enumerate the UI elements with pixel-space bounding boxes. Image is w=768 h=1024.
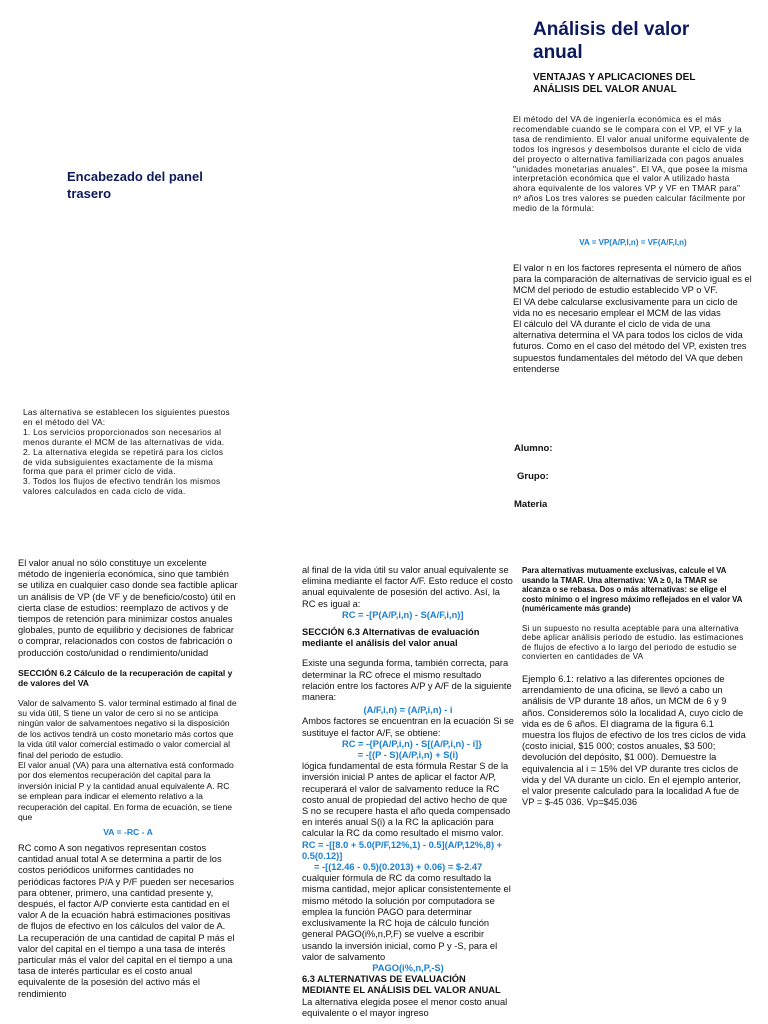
col2-pago: cualquier fórmula de RC da como resultado la misma cantidad, mejor aplicar consistentemente el mismo método la solución por computadora se emplea la función PAGO para determinar exclusivamente la RC hoja de cálculo función general PAGO(i%,n,P,F) se vuelve a escribir usando la inversión inicial, como P y -S, para el valor de salvamento xyxy=(302,873,511,962)
col1-rc: RC como A son negativos representan costos cantidad anual total A se determina a partir de los costos periódicos uniformes cantidades no periódicas factores P/A y P/F pueden ser necesarios para obtener, primero, una cantidad presente y, después, el factor A/P convierte esta cantidad en el valor A de la ecuación habrá estimaciones positivas de flujos de efectivo en los cálculos del valor de A. La recuperación de una cantidad de capital P más el valor del capital en el tiempo a una tasa de interés particular más el valor del capital en el tiempo a una tasa de interés particular es el costo anual equivalente de la posesión del activo más el rendimiento xyxy=(18,842,235,999)
formula-rc-4: RC = -[[8.0 + 5.0(P/F,12%,1) - 0.5](A/P,12%,8) + 0.5(0.12)] xyxy=(302,839,503,861)
col1-salvage: Valor de salvamento S. valor terminal estimado al final de su vida útil, S tiene un valor de cero si no se anticipa ningún valor de salvamentoes negativo si la disposición de los activos tendrá un costo monetario más cortos que la vida útil valor comercial estimado o valor comercial al final del periodo de estudio. El valor anual (VA) para una alternativa está conformado por dos elementos recuperación del capital para la inversión inicial P y la cantidad anual equivalente A. RC se emplean para indicar el elemento relativo a la recuperación del capital. En forma de ecuación, se tiene que xyxy=(18,697,237,823)
col3-highlight: Para alternativas mutuamente exclusivas, calcule el VA usando la TMAR. Una alternativa: VA ≥ 0, la TMAR se alcanza o se rebasa. Dos o más alternativas: se elige el costo mínimo o el ingreso máximo reflejados en el valor VA (numéricamente más grande) xyxy=(522,566,743,614)
formula-rc-2: RC = -{P(A/P,i,n) - S[(A/P,i,n) - i]} xyxy=(342,738,482,749)
col3-example: Ejemplo 6.1: relativo a las diferentes opciones de arrendamiento de una oficina, se llevó a cabo un análisis de VP durante 18 años, un MCM de 6 y 9 años. Consideremos sólo la localidad A, cuyo ciclo de vida es de 6 años. El diagrama de la figura 6.1 muestra los flujos de efectivo de los tres ciclos de vida (costo inicial, $15 000; costos anuales, $3 500; devolución del depósito, $1 000). Demuestre la equivalencia al i = 15% del VP durante tres ciclos de vida y del VA durante un ciclo. En el ejemplo anterior, el valor presente calculado para la localidad A fue de VP = $-45 036. Vp=$45.036 xyxy=(522,673,746,808)
col2-intro: al final de la vida útil su valor anual equivalente se elimina mediante el factor A/F. Esto reduce el costo anual equivalente de posesión del activo. Así, la RC es igual a: xyxy=(302,565,513,609)
col1-intro: El valor anual no sólo constituye un excelente método de ingeniería económica, sino que también se utiliza en cualquier caso donde sea factible aplicar un análisis de VP (de VF y de beneficio/costo) útil en cierta clase de estudios: reemplazo de activos y de tiempos de retención para minimizar costos anuales globales, punto de equilibrio y decisiones de fabricar o comprar, relacionados con costos de fabricación o producción costo/unidad o rendimiento/unidad xyxy=(18,558,238,658)
formula-rc-1: RC = -[P(A/P,i,n) - S(A/F,i,n)] xyxy=(342,609,464,620)
intro-paragraph: El método del VA de ingeniería económica es el más recomendable cuando se le compara con el VP, el VF y la tasa de rendimiento. El valor anual uniforme equivalente de todos los ingresos y desembolsos durante el ciclo de vida del proyecto o alternativa familiarizada con pagos anuales "unidades monetarias anuales". El VA, que posee la misma interpretación económica que el valor A utilizado hasta ahora equivalente de los valores VP y VF en TMAR para" nº años Los tres valores se pueden calcular fácilmente por medio de la fórmula: xyxy=(513,114,750,214)
formula-rc-a: VA = -RC - A xyxy=(103,826,153,837)
formula-af: (A/F,i,n) = (A/P,i,n) - i xyxy=(363,705,453,716)
page-title: Análisis del valor anual xyxy=(533,19,690,63)
section-6-3-heading: SECCIÓN 6.3 Alternativas de evaluación mediante el análisis del valor anual xyxy=(302,627,480,649)
materia-label: Materia xyxy=(514,499,548,510)
col2-logic: lógica fundamental de esta fórmula Restar S de la inversión inicial P antes de aplicar el factor A/P, recuperará el valor de salvamento reduce la RC costo anual de propiedad del activo hecho de que S no se recupere hasta el año queda compensado en interés anual S(i) a la RC la aplicación para calcular la RC da como resultado el mismo valor. xyxy=(302,761,511,839)
formula-pago: PAGO(i%,n,P,-S) xyxy=(372,962,444,973)
col2-chosen: La alternativa elegida posee el menor costo anual equivalente o el mayor ingreso xyxy=(302,996,508,1018)
alumno-label: Alumno: xyxy=(514,443,553,454)
col2-second-form: Existe una segunda forma, también correcta, para determinar la RC ofrece el mismo resultado relación entre los factores A/P y A/F de la siguiente manera: xyxy=(302,658,512,703)
column-3 xyxy=(522,566,747,808)
col2-substitute: Ambos factores se encuentran en la ecuación Si se sustituye el factor A/F, se obtiene: xyxy=(302,716,514,738)
formula-va: VA = VP(A/P,I,n) = VF(A/F,I,n) xyxy=(579,238,687,247)
n-paragraph-1: El valor n en los factores representa el número de años para la comparación de alternativas de servicio igual es el MCM del periodo de estudio establecido VP o VF. xyxy=(513,263,752,296)
n-paragraph-2: El VA debe calcularse exclusivamente para un ciclo de vida no es necesario emplear el MCM de las vidas xyxy=(513,296,738,318)
section-6-3b-heading: 6.3 ALTERNATIVAS DE EVALUACIÓN MEDIANTE EL ANÁLISIS DEL VALOR ANUAL xyxy=(302,974,501,996)
formula-rc-5: = -[(12.46 - 0.5)(0.2013) + 0.06) = $-2.47 xyxy=(314,862,483,873)
formula-rc-3: = -[(P - S)(A/P,i,n) + S(i) xyxy=(357,750,459,761)
column-2 xyxy=(302,565,514,1019)
alternatives-text: Las alternativa se establecen los siguientes puestos en el método del VA: 1. Los servicios proporcionados son necesarios al menos durante el MCM de las alternativas de vida. 2. La alternativa elegida se repetirá para los ciclos de vida subsiguientes exactamente de la misma forma que para el primer ciclo de vida. 3. Todos los flujos de efectivo tendrán los mismos valores calculados en cada ciclo de vida. xyxy=(23,407,231,497)
col3-assumption: Si un supuesto no resulta aceptable para una alternativa debe aplicar análisis periodo de estudio. las estimaciones de flujos de efectivo a lo largo del periodo de estudio se convierten en cantidades de VA xyxy=(522,623,744,662)
n-paragraph-3: El cálculo del VA durante el ciclo de vida de una alternativa determina el VA para todos los ciclos de vida futuros. Como en el caso del método del VP, existen tres supuestos fundamentales del método del VA que deben entenderse xyxy=(513,319,747,374)
grupo-label: Grupo: xyxy=(517,471,549,482)
n-paragraph xyxy=(513,263,755,375)
panel-header: Encabezado del panel trasero xyxy=(67,169,203,201)
section-6-2-heading: SECCIÓN 6.2 Cálculo de la recuperación de capital y de valores del VA xyxy=(18,667,233,689)
column-1 xyxy=(18,558,238,1000)
page-subtitle: VENTAJAS Y APLICACIONES DEL ANÁLISIS DEL VALOR ANUAL xyxy=(533,72,696,95)
